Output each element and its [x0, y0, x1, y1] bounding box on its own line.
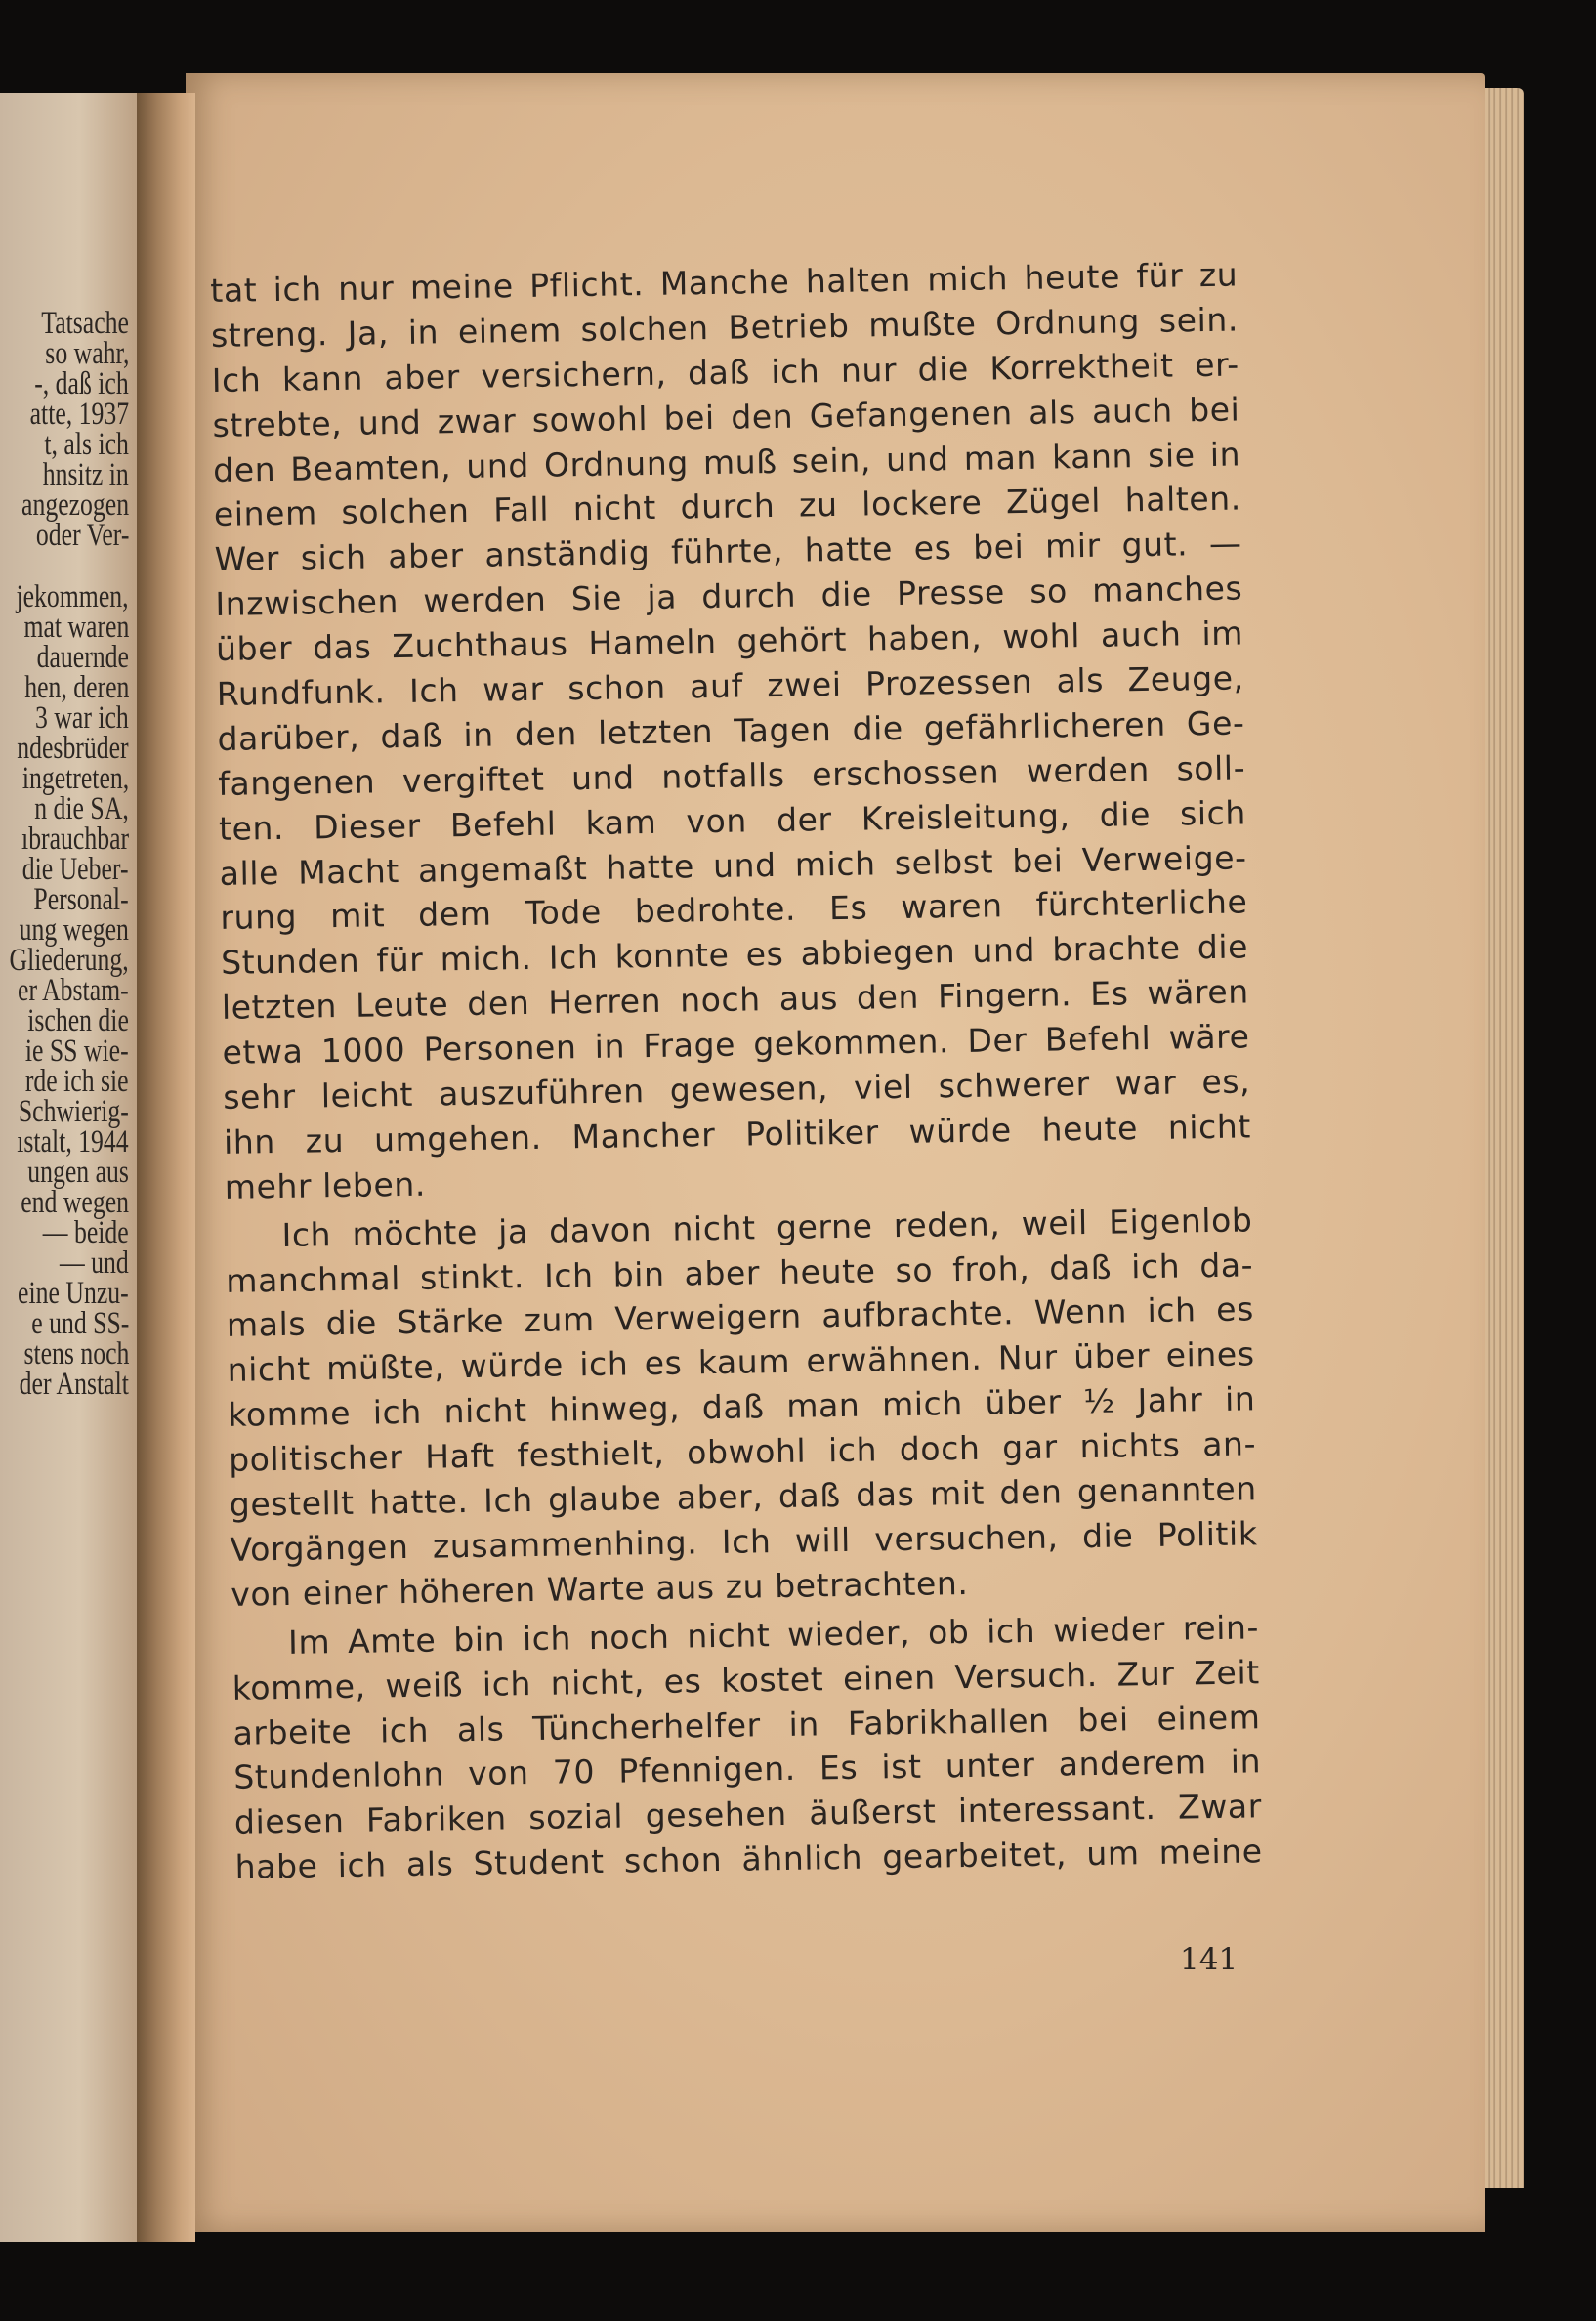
text-line: Wer sich aber anständig führte, hatte es bei mir gut. — — [214, 524, 1242, 579]
left-page-fragment: — und — [60, 1245, 129, 1281]
text-line: letzten Leute den Herren noch aus den Fingern. Es wären — [221, 972, 1250, 1028]
left-page-fragment: angezogen — [21, 487, 129, 523]
text-line: manchmal stinkt. Ich bin aber heute so froh, daß ich da- — [225, 1245, 1254, 1300]
left-page-fragment: jekommen, — [16, 579, 129, 614]
left-page-fragment: end wegen — [21, 1185, 129, 1220]
left-page-fragment: ndesbrüder — [17, 731, 129, 766]
left-page-fragment: ıstalt, 1944 — [17, 1124, 129, 1160]
text-line: komme, weiß ich nicht, es kostet einen Versuch. Zur Zeit — [231, 1652, 1261, 1708]
text-line: etwa 1000 Personen in Frage gekommen. Der Befehl wäre — [222, 1017, 1250, 1073]
text-line: politischer Haft festhielt, obwohl ich doch gar nichts an- — [228, 1424, 1257, 1480]
text-line: einem solchen Fall nicht durch zu lockere Zügel halten. — [213, 479, 1242, 534]
left-page-fragment: n die SA, — [34, 791, 129, 826]
book-gutter — [137, 93, 195, 2242]
left-page-fragment: hen, deren — [23, 670, 129, 705]
text-line: mehr leben. — [224, 1164, 427, 1206]
text-line: gestellt hatte. Ich glaube aber, daß das mit den genannten — [229, 1469, 1258, 1524]
left-page-fragment: Schwierig- — [19, 1094, 129, 1129]
text-line: ihn zu umgehen. Mancher Politiker würde heute nicht — [223, 1107, 1252, 1161]
text-line: darüber, daß in den letzten Tagen die gefährlicheren Ge- — [217, 703, 1245, 758]
text-line: diesen Fabriken sozial gesehen äußerst interessant. Zwar — [233, 1787, 1263, 1842]
left-page-fragment: Gliederung, — [9, 943, 129, 978]
text-line: Vorgängen zusammenhing. Ich will versuchen, die Politik — [230, 1514, 1258, 1569]
text-line: mals die Stärke zum Verweigern aufbrachte. Wenn ich es — [226, 1289, 1255, 1345]
text-line: Rundfunk. Ich war schon auf zwei Prozessen als Zeuge, — [216, 658, 1245, 713]
body-text — [210, 252, 1263, 1889]
text-line: alle Macht angemaßt hatte und mich selbst bei Verweige- — [219, 837, 1247, 893]
left-page-fragment: ingetreten, — [21, 761, 129, 796]
left-page-fragment: ie SS wie- — [25, 1034, 129, 1069]
left-page-fragment: t, als ich — [44, 427, 129, 462]
left-page-fragment: oder Ver- — [35, 518, 129, 553]
left-page-fragment: -, daß ich — [34, 366, 129, 401]
left-page-fragment: e und SS- — [30, 1306, 129, 1341]
text-line: von einer höheren Warte aus zu betrachten. — [231, 1563, 969, 1614]
text-line: strebte, und zwar sowohl bei den Gefangenen als auch bei — [212, 390, 1240, 444]
left-page-fragment: 3 war ich — [35, 700, 129, 736]
left-page-fragment: stens noch — [23, 1336, 129, 1372]
text-line: fangenen vergiftet und notfalls erschossen werden soll- — [217, 748, 1246, 803]
left-page-fragment: — beide — [43, 1215, 129, 1250]
text-line: habe ich als Student schon ähnlich gearbeitet, um meine — [234, 1832, 1263, 1886]
left-page-fragment: ung wegen — [19, 912, 129, 948]
text-line: ten. Dieser Befehl kam von der Kreisleitung, die sich — [218, 793, 1247, 848]
left-page-fragment: ischen die — [27, 1003, 129, 1038]
text-line: Im Amte bin ich noch nicht wieder, ob ich wieder rein- — [287, 1608, 1260, 1662]
left-page-fragment: eine Unzu- — [18, 1276, 129, 1311]
text-line: Ich möchte ja davon nicht gerne reden, weil Eigenlob — [281, 1201, 1253, 1254]
left-page-fragment: die Ueber- — [22, 852, 129, 887]
page-number: 141 — [1180, 1942, 1239, 1977]
left-page-fragment: mat waren — [23, 610, 129, 645]
left-page-fragment: dauernde — [36, 640, 129, 675]
text-line: tat ich nur meine Pflicht. Manche halten mich heute für zu — [210, 255, 1239, 310]
text-line: komme ich nicht hinweg, daß man mich über ½ Jahr in — [228, 1379, 1256, 1435]
left-page-fragment: rde ich sie — [25, 1064, 129, 1099]
text-line: Stundenlohn von 70 Pfennigen. Es ist unter anderem in — [232, 1742, 1262, 1797]
left-page-fragment: der Anstalt — [19, 1367, 129, 1402]
left-page-fragment: ıbrauchbar — [21, 822, 129, 857]
text-line: Inzwischen werden Sie ja durch die Presse so manches — [215, 569, 1243, 624]
text-line: streng. Ja, in einem solchen Betrieb mußte Ordnung sein. — [210, 300, 1239, 355]
text-line: den Beamten, und Ordnung muß sein, und man kann sie in — [212, 435, 1241, 489]
left-page-fragment: so wahr, — [44, 336, 129, 371]
left-page — [0, 93, 145, 2242]
left-page-fragment: ungen aus — [27, 1155, 129, 1190]
left-page-fragment: Personal- — [33, 882, 129, 917]
text-line: Ich kann aber versichern, daß ich nur die Korrektheit er- — [211, 345, 1239, 400]
text-line: rung mit dem Tode bedrohte. Es waren fürchterliche — [220, 882, 1248, 938]
left-page-fragment: atte, 1937 — [29, 397, 129, 432]
text-line: Stunden für mich. Ich konnte es abbiegen und brachte die — [220, 927, 1249, 983]
text-line: über das Zuchthaus Hameln gehört haben, wohl auch im — [215, 613, 1244, 669]
left-page-fragment: er Abstam- — [18, 973, 129, 1008]
text-line: arbeite ich als Tüncherhelfer in Fabrikhallen bei einem — [232, 1697, 1261, 1752]
left-page-fragment: hnsitz in — [43, 457, 129, 492]
text-line: sehr leicht auszuführen gewesen, viel schwerer war es, — [223, 1062, 1251, 1117]
left-page-fragment: Tatsache — [41, 306, 129, 341]
text-line: nicht müßte, würde ich es kaum erwähnen. Nur über eines — [227, 1334, 1255, 1390]
